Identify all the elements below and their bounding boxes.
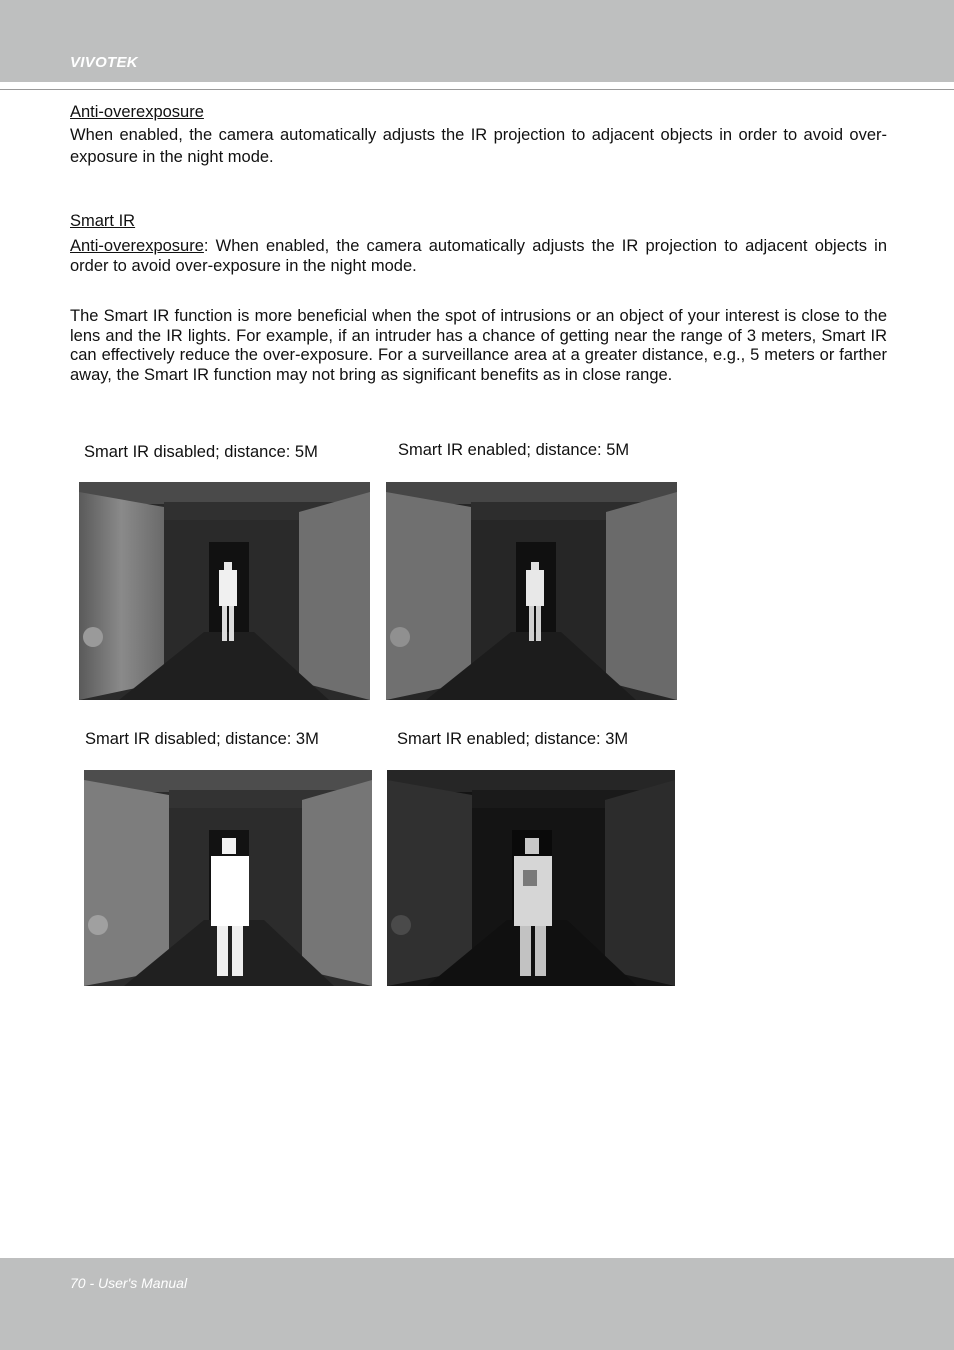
photo-smart-ir-disabled-5m — [79, 482, 370, 700]
smart-ir-benefit-paragraph: The Smart IR function is more beneficial when the spot of intrusions or an object of your interest is close to the lens and the IR lights. For example, if an intruder has a chance of getting near the range of 3 meters, Smart IR can effectively reduce the over-exposure. For a surveillance area at a greater distance, e.g., 5 meters or farther away, the Smart IR function may not bring as significant benefits as in close range. — [70, 307, 887, 384]
header-rule — [0, 89, 954, 90]
section-heading-anti-overexposure: Anti-overexposure — [70, 103, 204, 121]
caption-enabled-3m: Smart IR enabled; distance: 3M — [397, 730, 629, 748]
anti-overexposure-description: When enabled, the camera automatically adjusts the IR projection to adjacent objects in order to avoid over-exposure in the night mode. — [70, 126, 887, 166]
page-footer — [0, 1258, 954, 1350]
photo-smart-ir-enabled-5m — [386, 482, 677, 700]
caption-enabled-5m: Smart IR enabled; distance: 5M — [398, 441, 630, 459]
caption-disabled-3m: Smart IR disabled; distance: 3M — [85, 730, 319, 748]
brand-name: VIVOTEK — [70, 54, 138, 71]
caption-disabled-5m: Smart IR disabled; distance: 5M — [84, 443, 318, 461]
photo-smart-ir-enabled-3m — [387, 770, 675, 986]
smart-ir-anti-overexposure-paragraph — [70, 236, 887, 276]
page-number-label: 70 - User's Manual — [70, 1275, 188, 1291]
term-description: : When enabled, the camera automatically adjusts the IR projection to adjacent objects in order to avoid over-exposure in the night mode. — [70, 237, 887, 275]
section-heading-smart-ir: Smart IR — [70, 212, 136, 230]
page-header — [0, 0, 954, 82]
term-anti-overexposure: Anti-overexposure — [70, 237, 204, 255]
photo-smart-ir-disabled-3m — [84, 770, 372, 986]
